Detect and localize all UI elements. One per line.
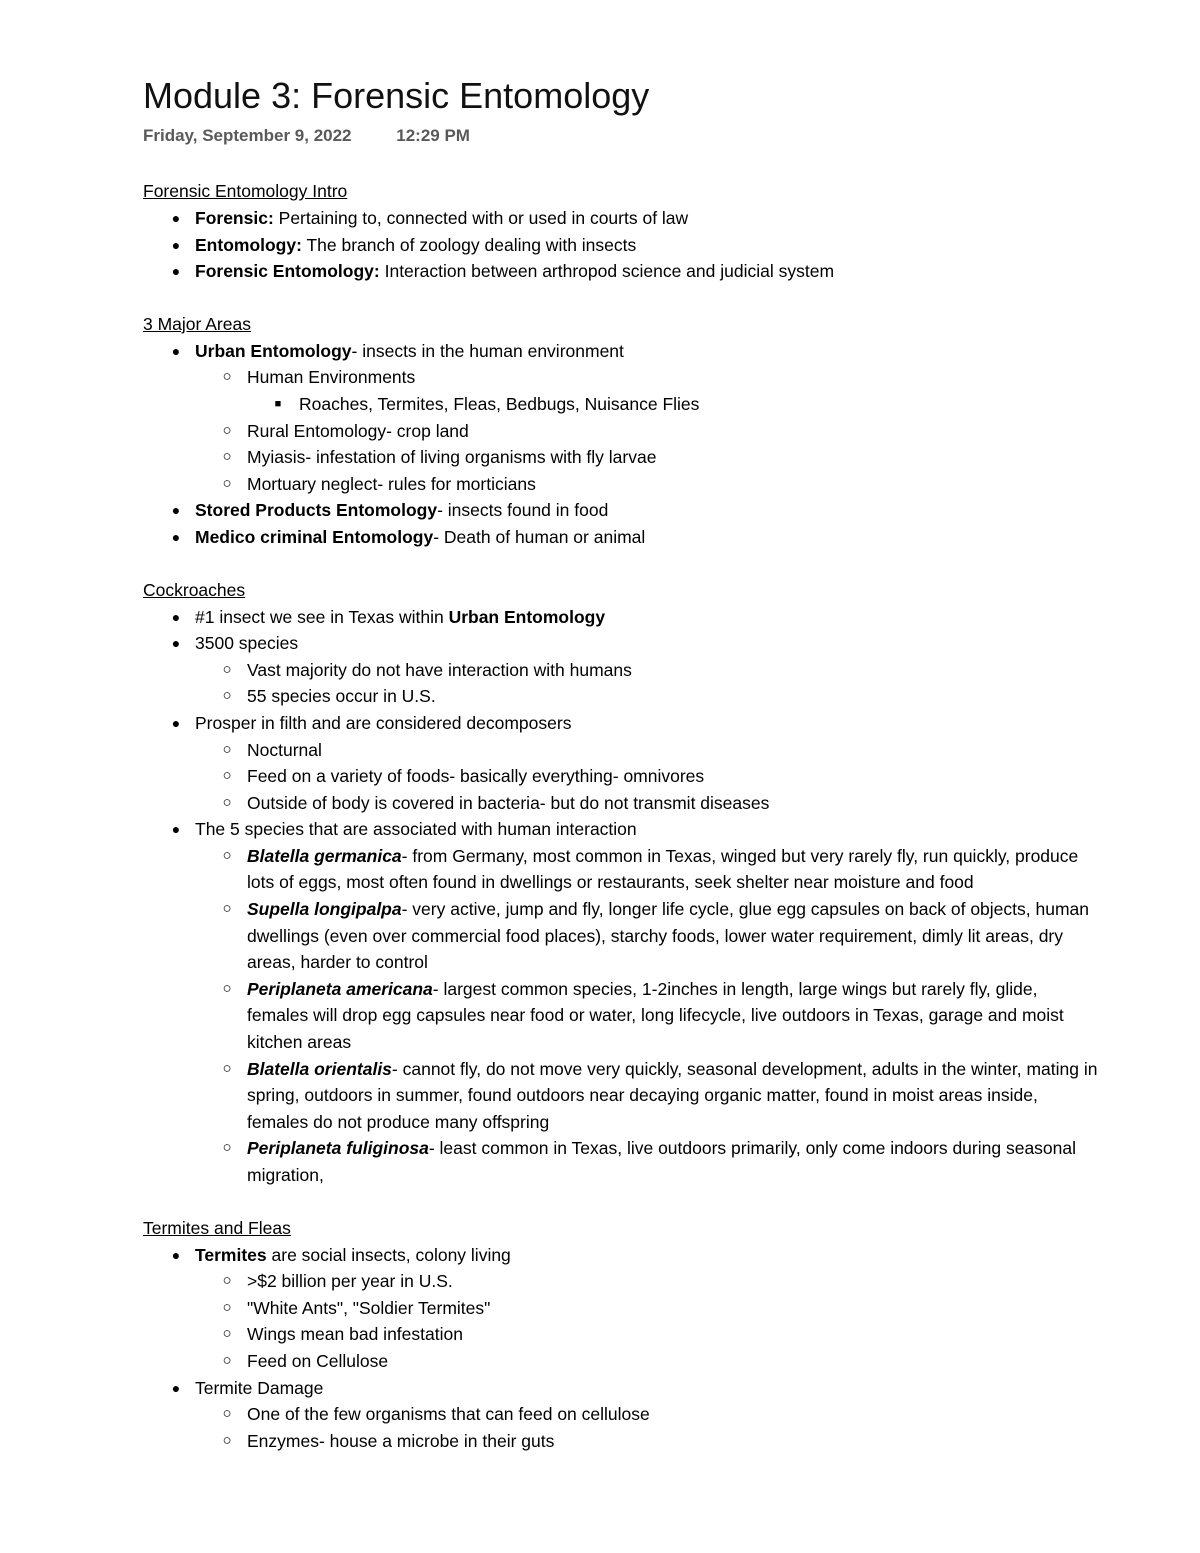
hollow-circle-bullet-icon: ○: [222, 979, 232, 997]
list-item: [143, 524, 1103, 551]
item-text: Feed on a variety of foods- basically everything- omnivores: [247, 766, 705, 787]
item-text: The 5 species that are associated with human interaction: [195, 819, 637, 840]
term: Medico criminal Entomology: [195, 526, 434, 547]
bullet-list: [143, 1242, 1103, 1455]
item-text: One of the few organisms that can feed on cellulose: [247, 1404, 650, 1425]
list-item: [143, 816, 1103, 843]
filled-circle-bullet-icon: ●: [171, 821, 181, 838]
hollow-circle-bullet-icon: ○: [222, 1325, 232, 1343]
species-description: - cannot fly, do not move very quickly, seasonal development, adults in the winter, mating in spring, outdoors in summer, found outdoors near decaying organic matter, found in moist areas inside, females do not produce many offspring: [247, 1058, 1098, 1132]
list-item: [143, 1401, 1103, 1428]
item-text: Myiasis- infestation of living organisms with fly larvae: [247, 447, 657, 468]
list-item: [143, 710, 1103, 737]
item-text: 3500 species: [195, 633, 299, 654]
item-text: #1 insect we see in Texas within: [195, 606, 449, 627]
list-item: [143, 657, 1103, 684]
list-item: [143, 896, 1103, 976]
list-item: [143, 1242, 1103, 1269]
filled-circle-bullet-icon: ●: [171, 714, 181, 731]
hollow-circle-bullet-icon: ○: [222, 660, 232, 678]
definition: Pertaining to, connected with or used in courts of law: [273, 208, 689, 228]
term: Termites: [195, 1244, 267, 1265]
definition: - insects found in food: [437, 500, 609, 521]
hollow-circle-bullet-icon: ○: [222, 1059, 232, 1077]
item-text: "White Ants", "Soldier Termites": [247, 1297, 491, 1318]
item-text: Vast majority do not have interaction with humans: [247, 659, 632, 680]
definition: - Death of human or animal: [433, 526, 646, 547]
filled-circle-bullet-icon: ●: [171, 263, 181, 280]
list-item: [143, 471, 1103, 498]
list-item: [143, 364, 1103, 391]
section-heading: Termites and Fleas: [143, 1217, 291, 1238]
list-item: [143, 1295, 1103, 1322]
section-heading: Cockroaches: [143, 579, 246, 600]
filled-circle-bullet-icon: ●: [171, 528, 181, 545]
list-item: [143, 683, 1103, 710]
item-text: Roaches, Termites, Fleas, Bedbugs, Nuisance Flies: [299, 393, 700, 414]
definition: - insects in the human environment: [351, 340, 624, 361]
list-item: [143, 258, 1103, 285]
note-timestamp: [143, 126, 1103, 152]
term: Entomology:: [195, 234, 302, 255]
note-time: 12:29 PM: [396, 126, 470, 145]
item-text: Prosper in filth and are considered decomposers: [195, 712, 572, 733]
definition: The branch of zoology dealing with insects: [301, 234, 637, 255]
section-intro: [143, 178, 1103, 285]
filled-circle-bullet-icon: ●: [171, 1379, 181, 1396]
list-item: [143, 391, 1103, 418]
filled-circle-bullet-icon: ●: [171, 502, 181, 519]
species-name: Blatella germanica: [247, 845, 402, 866]
hollow-circle-bullet-icon: ○: [222, 1351, 232, 1369]
item-text: Mortuary neglect- rules for morticians: [247, 473, 536, 494]
section-termites-fleas: [143, 1215, 1103, 1455]
item-text: 55 species occur in U.S.: [247, 686, 436, 707]
section-major-areas: [143, 311, 1103, 551]
species-name: Periplaneta fuliginosa: [247, 1138, 429, 1159]
bullet-list: [143, 205, 1103, 285]
filled-circle-bullet-icon: ●: [171, 342, 181, 359]
square-bullet-icon: ■: [274, 397, 282, 410]
item-text: Enzymes- house a microbe in their guts: [247, 1430, 555, 1451]
item-text: Rural Entomology- crop land: [247, 420, 469, 441]
hollow-circle-bullet-icon: ○: [222, 474, 232, 492]
list-item: [143, 338, 1103, 365]
hollow-circle-bullet-icon: ○: [222, 1405, 232, 1423]
list-item: [143, 763, 1103, 790]
item-text: Nocturnal: [247, 739, 322, 760]
hollow-circle-bullet-icon: ○: [222, 793, 232, 811]
hollow-circle-bullet-icon: ○: [222, 1139, 232, 1157]
hollow-circle-bullet-icon: ○: [222, 767, 232, 785]
hollow-circle-bullet-icon: ○: [222, 1298, 232, 1316]
list-item: [143, 1375, 1103, 1402]
note-page: [143, 74, 1103, 1454]
item-text: Wings mean bad infestation: [247, 1324, 463, 1345]
list-item: [143, 1135, 1103, 1188]
list-item: [143, 1056, 1103, 1136]
species-description: - very active, jump and fly, longer life cycle, glue egg capsules on back of objects, human dwellings (even over commercial food places), starchy foods, lower water requirement, dimly lit areas, dry areas, harder to control: [247, 899, 1090, 973]
note-date: Friday, September 9, 2022: [143, 126, 352, 145]
hollow-circle-bullet-icon: ○: [222, 421, 232, 439]
item-text: are social insects, colony living: [266, 1244, 511, 1265]
species-description: - largest common species, 1-2inches in length, large wings but rarely fly, glide, females will drop egg capsules near food or water, long lifecycle, live outdoors in Texas, garage and moist kitchen areas: [247, 978, 1064, 1053]
item-text: Outside of body is covered in bacteria- but do not transmit diseases: [247, 792, 770, 813]
species-name: Supella longipalpa: [247, 899, 402, 920]
species-description: - from Germany, most common in Texas, winged but very rarely fly, run quickly, produce lots of eggs, most often found in dwellings or restaurants, seek shelter near moisture and food: [247, 845, 1079, 893]
list-item: [143, 1321, 1103, 1348]
section-cockroaches: [143, 577, 1103, 1189]
item-text: Feed on Cellulose: [247, 1350, 389, 1371]
item-text: Human Environments: [247, 367, 416, 388]
hollow-circle-bullet-icon: ○: [222, 740, 232, 758]
term: Urban Entomology: [195, 340, 352, 361]
item-text: Termite Damage: [195, 1377, 324, 1398]
term: Forensic:: [195, 208, 274, 228]
filled-circle-bullet-icon: ●: [171, 210, 181, 226]
filled-circle-bullet-icon: ●: [171, 236, 181, 253]
filled-circle-bullet-icon: ●: [171, 635, 181, 652]
filled-circle-bullet-icon: ●: [171, 1246, 181, 1263]
filled-circle-bullet-icon: ●: [171, 608, 181, 625]
species-name: Periplaneta americana: [247, 978, 433, 999]
section-heading: Forensic Entomology Intro: [143, 181, 348, 201]
bullet-list: [143, 338, 1103, 551]
list-item: [143, 737, 1103, 764]
list-item: [143, 1428, 1103, 1455]
hollow-circle-bullet-icon: ○: [222, 900, 232, 918]
list-item: [143, 1348, 1103, 1375]
hollow-circle-bullet-icon: ○: [222, 368, 232, 386]
species-description: - least common in Texas, live outdoors primarily, only come indoors during seasonal migration,: [247, 1138, 1077, 1185]
list-item: [143, 790, 1103, 817]
term: Stored Products Entomology: [195, 500, 438, 521]
list-item: [143, 630, 1103, 657]
hollow-circle-bullet-icon: ○: [222, 846, 232, 864]
list-item: [143, 444, 1103, 471]
item-text: >$2 billion per year in U.S.: [247, 1271, 453, 1292]
hollow-circle-bullet-icon: ○: [222, 687, 232, 705]
hollow-circle-bullet-icon: ○: [222, 448, 232, 466]
term: Urban Entomology: [448, 606, 606, 627]
list-item: [143, 418, 1103, 445]
hollow-circle-bullet-icon: ○: [222, 1272, 232, 1290]
list-item: [143, 1268, 1103, 1295]
term: Forensic Entomology:: [195, 261, 380, 282]
species-name: Blatella orientalis: [247, 1058, 392, 1079]
section-heading: 3 Major Areas: [143, 313, 251, 334]
list-item: [143, 232, 1103, 259]
list-item: [143, 604, 1103, 631]
bullet-list: [143, 604, 1103, 1189]
list-item: [143, 843, 1103, 896]
page-title: Module 3: Forensic Entomology: [143, 75, 650, 116]
hollow-circle-bullet-icon: ○: [222, 1431, 232, 1449]
definition: Interaction between arthropod science and judicial system: [379, 261, 835, 282]
list-item: [143, 205, 1103, 232]
list-item: [143, 976, 1103, 1056]
list-item: [143, 497, 1103, 524]
